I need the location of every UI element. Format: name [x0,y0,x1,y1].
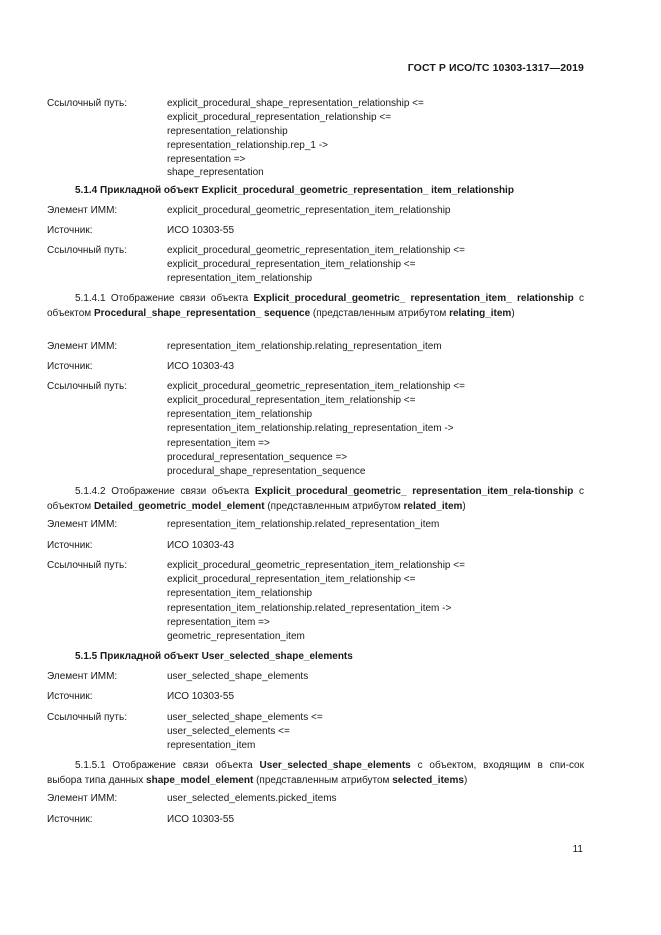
page-header: ГОСТ Р ИСО/ТС 10303-1317—2019 [407,62,584,74]
ref-path-line: user_selected_elements <= [167,726,290,737]
element-value: user_selected_elements.picked_items [167,793,337,804]
ref-path-line: explicit_procedural_geometric_representation_item_relationship <= [167,381,465,392]
source-label: Источник: [47,225,93,236]
ref-path-line: user_selected_shape_elements <= [167,712,323,723]
ref-path-line: representation_relationship.rep_1 -> [167,140,328,151]
ref-path-line: explicit_procedural_geometric_representation_item_relationship <= [167,560,465,571]
ref-path-line: representation => [167,154,246,165]
ref-path-line: representation_item => [167,438,270,449]
ref-path-line: explicit_procedural_representation_item_relationship <= [167,259,416,270]
element-label: Элемент ИММ: [47,793,118,804]
ref-path-line: geometric_representation_item [167,631,305,642]
source-value: ИСО 10303-43 [167,540,235,551]
ref-path-line: explicit_procedural_representation_item_relationship <= [167,395,416,406]
source-label: Источник: [47,361,93,372]
source-label: Источник: [47,691,93,702]
page-number: 11 [572,844,583,855]
ref-path-line: explicit_procedural_geometric_representation_item_relationship <= [167,245,465,256]
ref-path-line: explicit_procedural_representation_relationship <= [167,112,392,123]
source-value: ИСО 10303-55 [167,225,235,236]
element-label: Элемент ИММ: [47,205,118,216]
subsection-paragraph: 5.1.4.2 Отображение связи объекта Explicit_procedural_geometric_ representation_item_rela-tionship с объектом Detailed_geometric_model_element (представленным атрибутом related_item) [47,486,585,512]
element-value: representation_item_relationship.relating_representation_item [167,341,442,352]
ref-path-line: representation_item [167,740,256,751]
ref-path-label: Ссылочный путь: [47,381,127,392]
ref-path-line: representation_item_relationship [167,273,313,284]
ref-path-line: representation_item_relationship [167,588,313,599]
element-label: Элемент ИММ: [47,341,118,352]
element-label: Элемент ИММ: [47,671,118,682]
element-value: user_selected_shape_elements [167,671,309,682]
ref-path-line: explicit_procedural_shape_representation_relationship <= [167,98,424,109]
ref-path-line: shape_representation [167,167,264,178]
ref-path-line: representation_item_relationship.related_representation_item -> [167,603,452,614]
source-value: ИСО 10303-43 [167,361,235,372]
source-value: ИСО 10303-55 [167,691,235,702]
ref-path-line: representation_item_relationship.relating_representation_item -> [167,423,454,434]
ref-path-label: Ссылочный путь: [47,560,127,571]
ref-path-label: Ссылочный путь: [47,712,127,723]
ref-path-line: procedural_representation_sequence => [167,452,348,463]
ref-path-line: representation_relationship [167,126,288,137]
ref-path-line: procedural_shape_representation_sequence [167,466,366,477]
source-label: Источник: [47,540,93,551]
ref-path-line: representation_item => [167,617,270,628]
element-value: explicit_procedural_geometric_representation_item_relationship [167,205,451,216]
ref-path-label: Ссылочный путь: [47,245,127,256]
element-label: Элемент ИММ: [47,519,118,530]
element-value: representation_item_relationship.related_representation_item [167,519,440,530]
ref-path-label: Ссылочный путь: [47,98,127,109]
ref-path-line: representation_item_relationship [167,409,313,420]
ref-path-line: explicit_procedural_representation_item_relationship <= [167,574,416,585]
subsection-paragraph: 5.1.4.1 Отображение связи объекта Explicit_procedural_geometric_ representation_item_ relationship с объектом Procedural_shape_representation_ sequence (представленным атрибутом relating_item) [47,293,585,319]
source-label: Источник: [47,814,93,825]
section-heading: 5.1.5 Прикладной объект User_selected_shape_elements [75,651,353,662]
subsection-paragraph: 5.1.5.1 Отображение связи объекта User_selected_shape_elements с объектом, входящим в спи-сок выбора типа данных shape_model_element (представленным атрибутом selected_items) [47,760,584,786]
section-heading: 5.1.4 Прикладной объект Explicit_procedural_geometric_representation_ item_relationship [75,185,514,196]
source-value: ИСО 10303-55 [167,814,235,825]
